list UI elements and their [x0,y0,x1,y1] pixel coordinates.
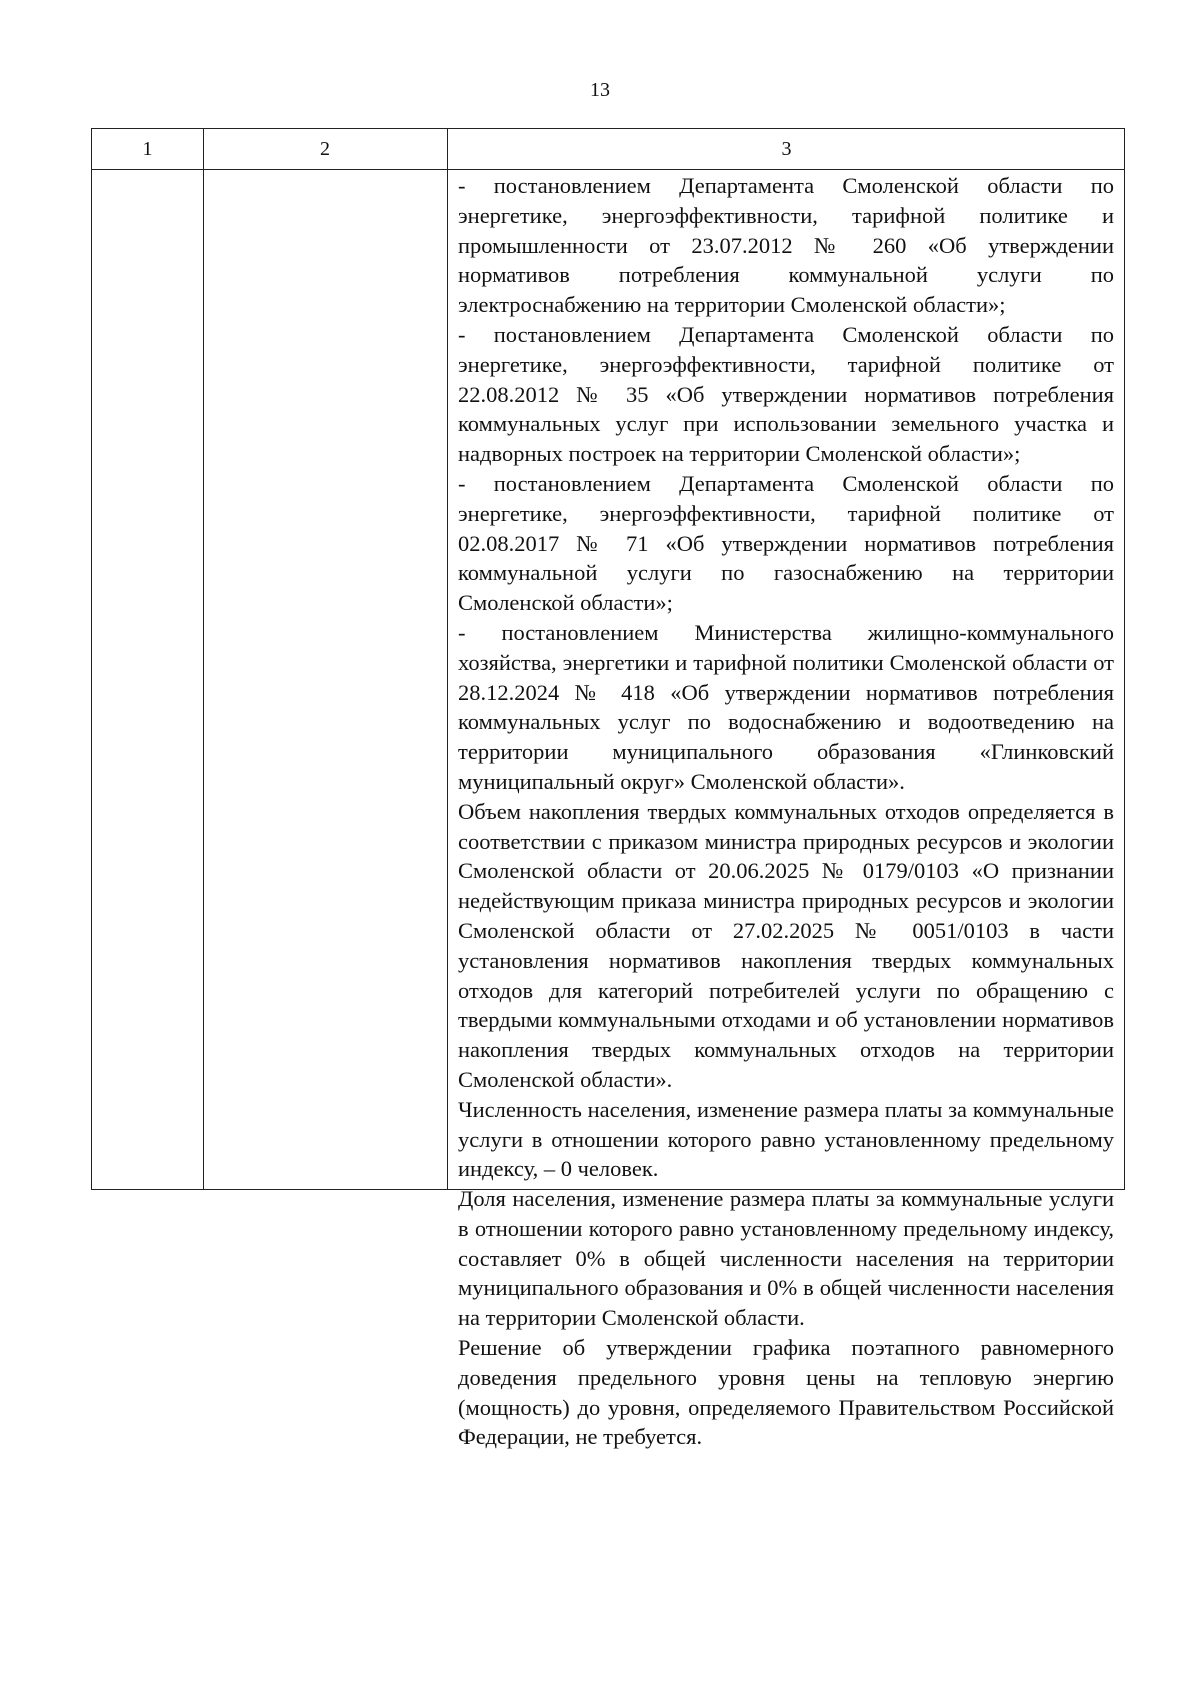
header-divider [92,169,1124,170]
column-header-1: 1 [142,138,153,160]
paragraph: Доля населения, изменение размера платы за коммунальные услуги в отношении которого равно установленному предельному индексу, составляет 0% в общей численности населения на территории муниципального образования и 0% в общей численности населения на территории Смоленской области. [458,1186,1114,1331]
paragraph: - постановлением Департамента Смоленской области по энергетике, энергоэффективности, тарифной политике от 02.08.2017 № 71 «Об утверждении нормативов потребления коммунальной услуги по газоснабжению на территории Смоленской области»; [458,470,1114,616]
paragraph: - постановлением Департамента Смоленской области по энергетике, энергоэффективности, тарифной политике и промышленности от 23.07.2012 № 260 «Об утверждении нормативов потребления коммунальной услуги по электроснабжению на территории Смоленской области»; [458,173,1114,318]
column-header-2: 2 [320,138,330,160]
paragraph: Объем накопления твердых коммунальных отходов определяется в соответствии с приказом министра природных ресурсов и экологии Смоленской области от 20.06.2025 № 0179/0103 «О признании недействующим приказа министра природных ресурсов и экологии Смоленской области от 27.02.2025 № 0051/0103 в части установления нормативов накопления твердых коммунальных отходов для категорий потребителей услуги по обращению с твердыми коммунальными отходами и об установлении нормативов накопления твердых коммунальных отходов на территории Смоленской области». [458,798,1114,1092]
column-divider [203,129,204,1189]
paragraph: Решение об утверждении графика поэтапного равномерного доведения предельного уровня цены на тепловую энергию (мощность) до уровня, определяемого Правительством Российской Федерации, не требуется. [458,1335,1114,1450]
paragraph: - постановлением Министерства жилищно-коммунального хозяйства, энергетики и тарифной политики Смоленской области от 28.12.2024 № 418 «Об утверждении нормативов потребления коммунальных услуг по водоснабжению и водоотведению на территории муниципального образования «Глинковский муниципальный округ» Смоленской области». [458,619,1114,794]
column-3-content [458,171,1114,1452]
paragraph: Численность населения, изменение размера платы за коммунальные услуги в отношении которого равно установленному предельному индексу, – 0 человек. [458,1096,1114,1182]
page-number: 13 [590,79,610,101]
paragraph: - постановлением Департамента Смоленской области по энергетике, энергоэффективности, тарифной политике от 22.08.2012 № 35 «Об утверждении нормативов потребления коммунальных услуг при использовании земельного участка и надворных построек на территории Смоленской области»; [458,321,1114,467]
column-header-3: 3 [781,138,792,160]
document-table [91,128,1125,1450]
column-divider [447,129,448,1189]
